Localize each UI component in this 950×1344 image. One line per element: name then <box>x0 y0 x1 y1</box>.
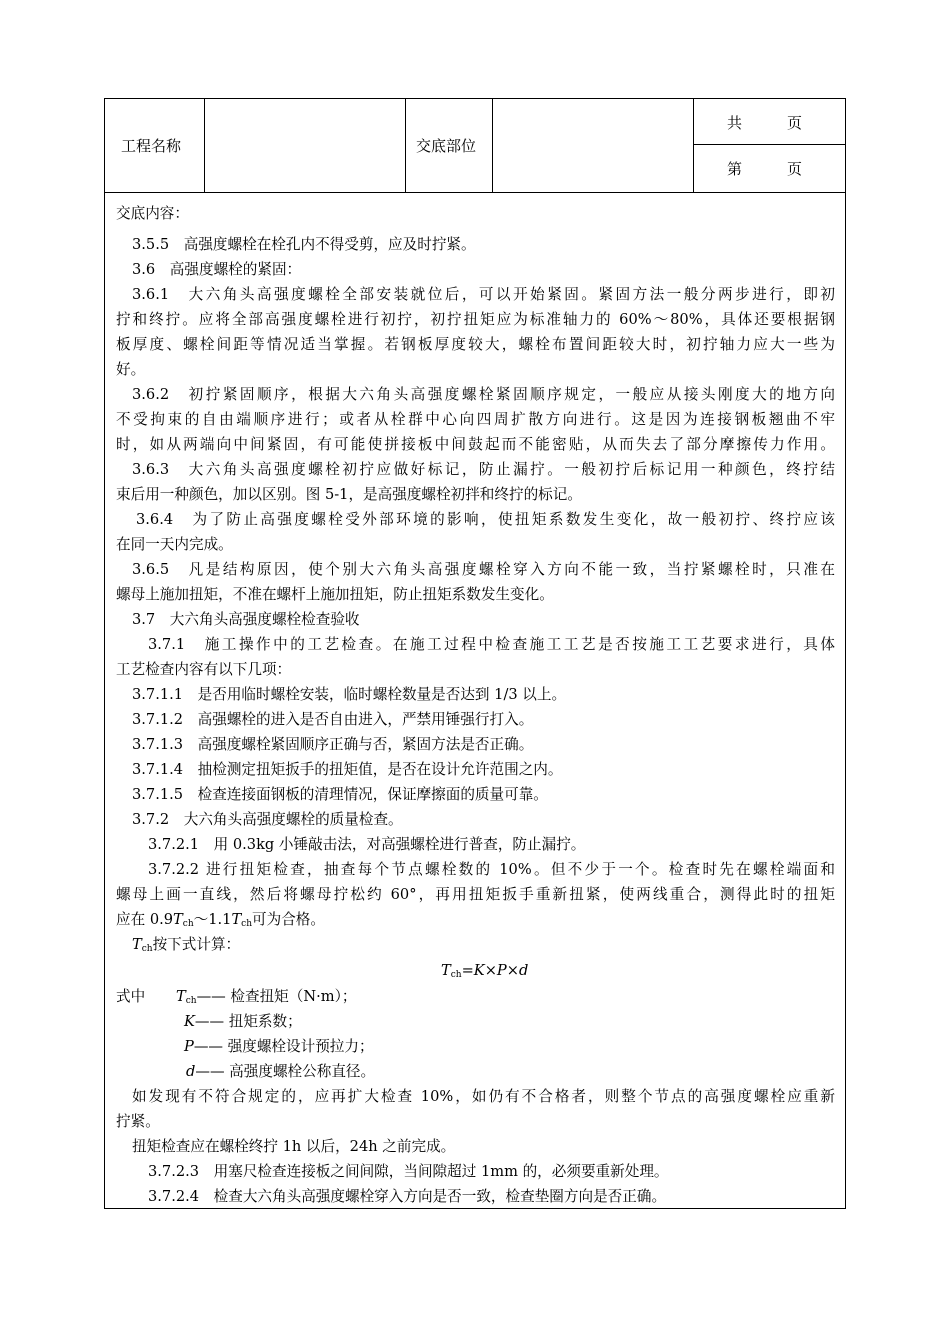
paragraph-line: 在同一天内完成。 <box>116 536 233 553</box>
paragraph-line: 3.6.2 初拧紧固顺序，根据大六角头高强度螺栓紧固顺序规定，一般应从接头刚度大的地方向 <box>132 386 835 403</box>
paragraph-line: 板厚度、螺栓间距等情况适当掌握。若钢板厚度较大，螺栓布置间距较大时，初拧轴力应大一些为 <box>116 336 835 353</box>
paragraph-line: 3.7.2.2 进行扭矩检查，抽查每个节点螺栓数的 10%。但不少于一个。检查时先在螺栓端面和 <box>148 861 835 878</box>
total-pages-label: 共 页 <box>727 114 803 132</box>
handover-part-label: 交底部位 <box>416 137 477 155</box>
paragraph-line: 3.7.1.2 高强螺栓的进入是否自由进入，严禁用锤强行打入。 <box>132 711 534 728</box>
paragraph-line: 3.7.1.4 抽检测定扭矩扳手的扭矩值，是否在设计允许范围之内。 <box>132 761 563 778</box>
where-label: 式中 <box>116 988 146 1005</box>
paragraph-line: 3.7.1.5 检查连接面钢板的清理情况，保证摩擦面的质量可靠。 <box>132 786 548 803</box>
paragraph-line: 3.5.5 高强度螺栓在栓孔内不得受剪，应及时拧紧。 <box>132 236 476 253</box>
header-table <box>105 99 845 193</box>
project-name-label: 工程名称 <box>121 137 182 155</box>
paragraph-line: 时，如从两端向中间紧固，有可能使拼接板中间鼓起而不能密贴，从而失去了部分摩擦传力作用。 <box>116 436 835 453</box>
project-name-value[interactable] <box>206 99 404 193</box>
qualification-line: 应在 $0.9T_{ch}\sim 1.1T_{ch}$可为合格。 <box>116 911 325 929</box>
formula-definition: K—— 扭矩系数； <box>184 1013 302 1030</box>
divider <box>405 99 406 193</box>
paragraph-line: 3.7.2 大六角头高强度螺栓的质量检查。 <box>132 811 403 828</box>
paragraph-line: 好。 <box>116 361 146 378</box>
formula-definition: $T_{ch}——$ 检查扭矩（N·m）； <box>176 988 357 1006</box>
divider <box>693 144 845 145</box>
paragraph-line: 拧和终拧。应将全部高强度螺栓进行初拧，初拧扭矩应为标准轴力的 60%～80%，具体还要根据钢 <box>116 311 835 328</box>
content-heading: 交底内容： <box>116 205 189 222</box>
paragraph-line: 3.7 大六角头高强度螺栓检查验收 <box>132 611 360 628</box>
formula-definition: d—— 高强度螺栓公称直径。 <box>186 1063 376 1080</box>
paragraph-line: 不受拘束的自由端顺序进行；或者从栓群中心向四周扩散方向进行。这是因为连接钢板翘曲不牢 <box>116 411 835 428</box>
formula-definition: P—— 强度螺栓设计预拉力； <box>184 1038 374 1055</box>
paragraph-line: 3.6 高强度螺栓的紧固： <box>132 261 302 278</box>
divider <box>693 99 694 193</box>
divider <box>204 99 205 193</box>
paragraph-line: 3.7.1.3 高强度螺栓紧固顺序正确与否，紧固方法是否正确。 <box>132 736 534 753</box>
handover-part-value[interactable] <box>494 99 692 193</box>
paragraph-line: 3.6.5 凡是结构原因，使个别大六角头高强度螺栓穿入方向不能一致，当拧紧螺栓时，只准在 <box>132 561 835 578</box>
divider <box>492 99 493 193</box>
torque-formula: $T_{ch}=K\times P\times d$ <box>441 962 529 980</box>
page-number-label: 第 页 <box>727 160 803 178</box>
paragraph-line: 3.7.1.1 是否用临时螺栓安装，临时螺栓数量是否达到 1/3 以上。 <box>132 686 567 703</box>
paragraph-line: 3.6.3 大六角头高强度螺栓初拧应做好标记，防止漏拧。一般初拧后标记用一种颜色，终拧结 <box>132 461 835 478</box>
paragraph-line: 3.7.2.1 用 0.3kg 小锤敲击法，对高强螺栓进行普查，防止漏拧。 <box>148 836 586 853</box>
paragraph-line: 3.6.4 为了防止高强度螺栓受外部环境的影响，使扭矩系数发生变化，故一般初拧、终拧应该 <box>136 511 835 528</box>
paragraph-line: 螺母上画一直线，然后将螺母拧松约 60°，再用扭矩扳手重新扭紧，使两线重合，测得此时的扭矩 <box>116 886 835 903</box>
disclosure-sheet <box>104 98 846 1209</box>
paragraph-line: 3.7.2.4 检查大六角头高强度螺栓穿入方向是否一致，检查垫圈方向是否正确。 <box>148 1188 667 1205</box>
paragraph-line: 3.6.1 大六角头高强度螺栓全部安装就位后，可以开始紧固。紧固方法一般分两步进行，即初 <box>132 286 835 303</box>
paragraph-line: 束后用一种颜色，加以区别。图 5-1，是高强度螺栓初拌和终拧的标记。 <box>116 486 582 503</box>
paragraph-line: 3.7.2.3 用塞尺检查连接板之间间隙，当间隙超过 1mm 的，必须要重新处理。 <box>148 1163 669 1180</box>
paragraph-line: 螺母上施加扭矩，不准在螺杆上施加扭矩，防止扭矩系数发生变化。 <box>116 586 554 603</box>
paragraph-line: 工艺检查内容有以下几项： <box>116 661 292 678</box>
paragraph-line: 拧紧。 <box>116 1113 160 1130</box>
paragraph-line: 扭矩检查应在螺栓终拧 1h 以后，24h 之前完成。 <box>132 1138 456 1155</box>
paragraph-line: 3.7.1 施工操作中的工艺检查。在施工过程中检查施工工艺是否按施工工艺要求进行，具体 <box>148 636 835 653</box>
paragraph-line: 如发现有不符合规定的，应再扩大检查 10%，如仍有不合格者，则整个节点的高强度螺栓应重新 <box>132 1088 835 1105</box>
calculation-intro: $T_{ch}$按下式计算： <box>132 936 241 954</box>
